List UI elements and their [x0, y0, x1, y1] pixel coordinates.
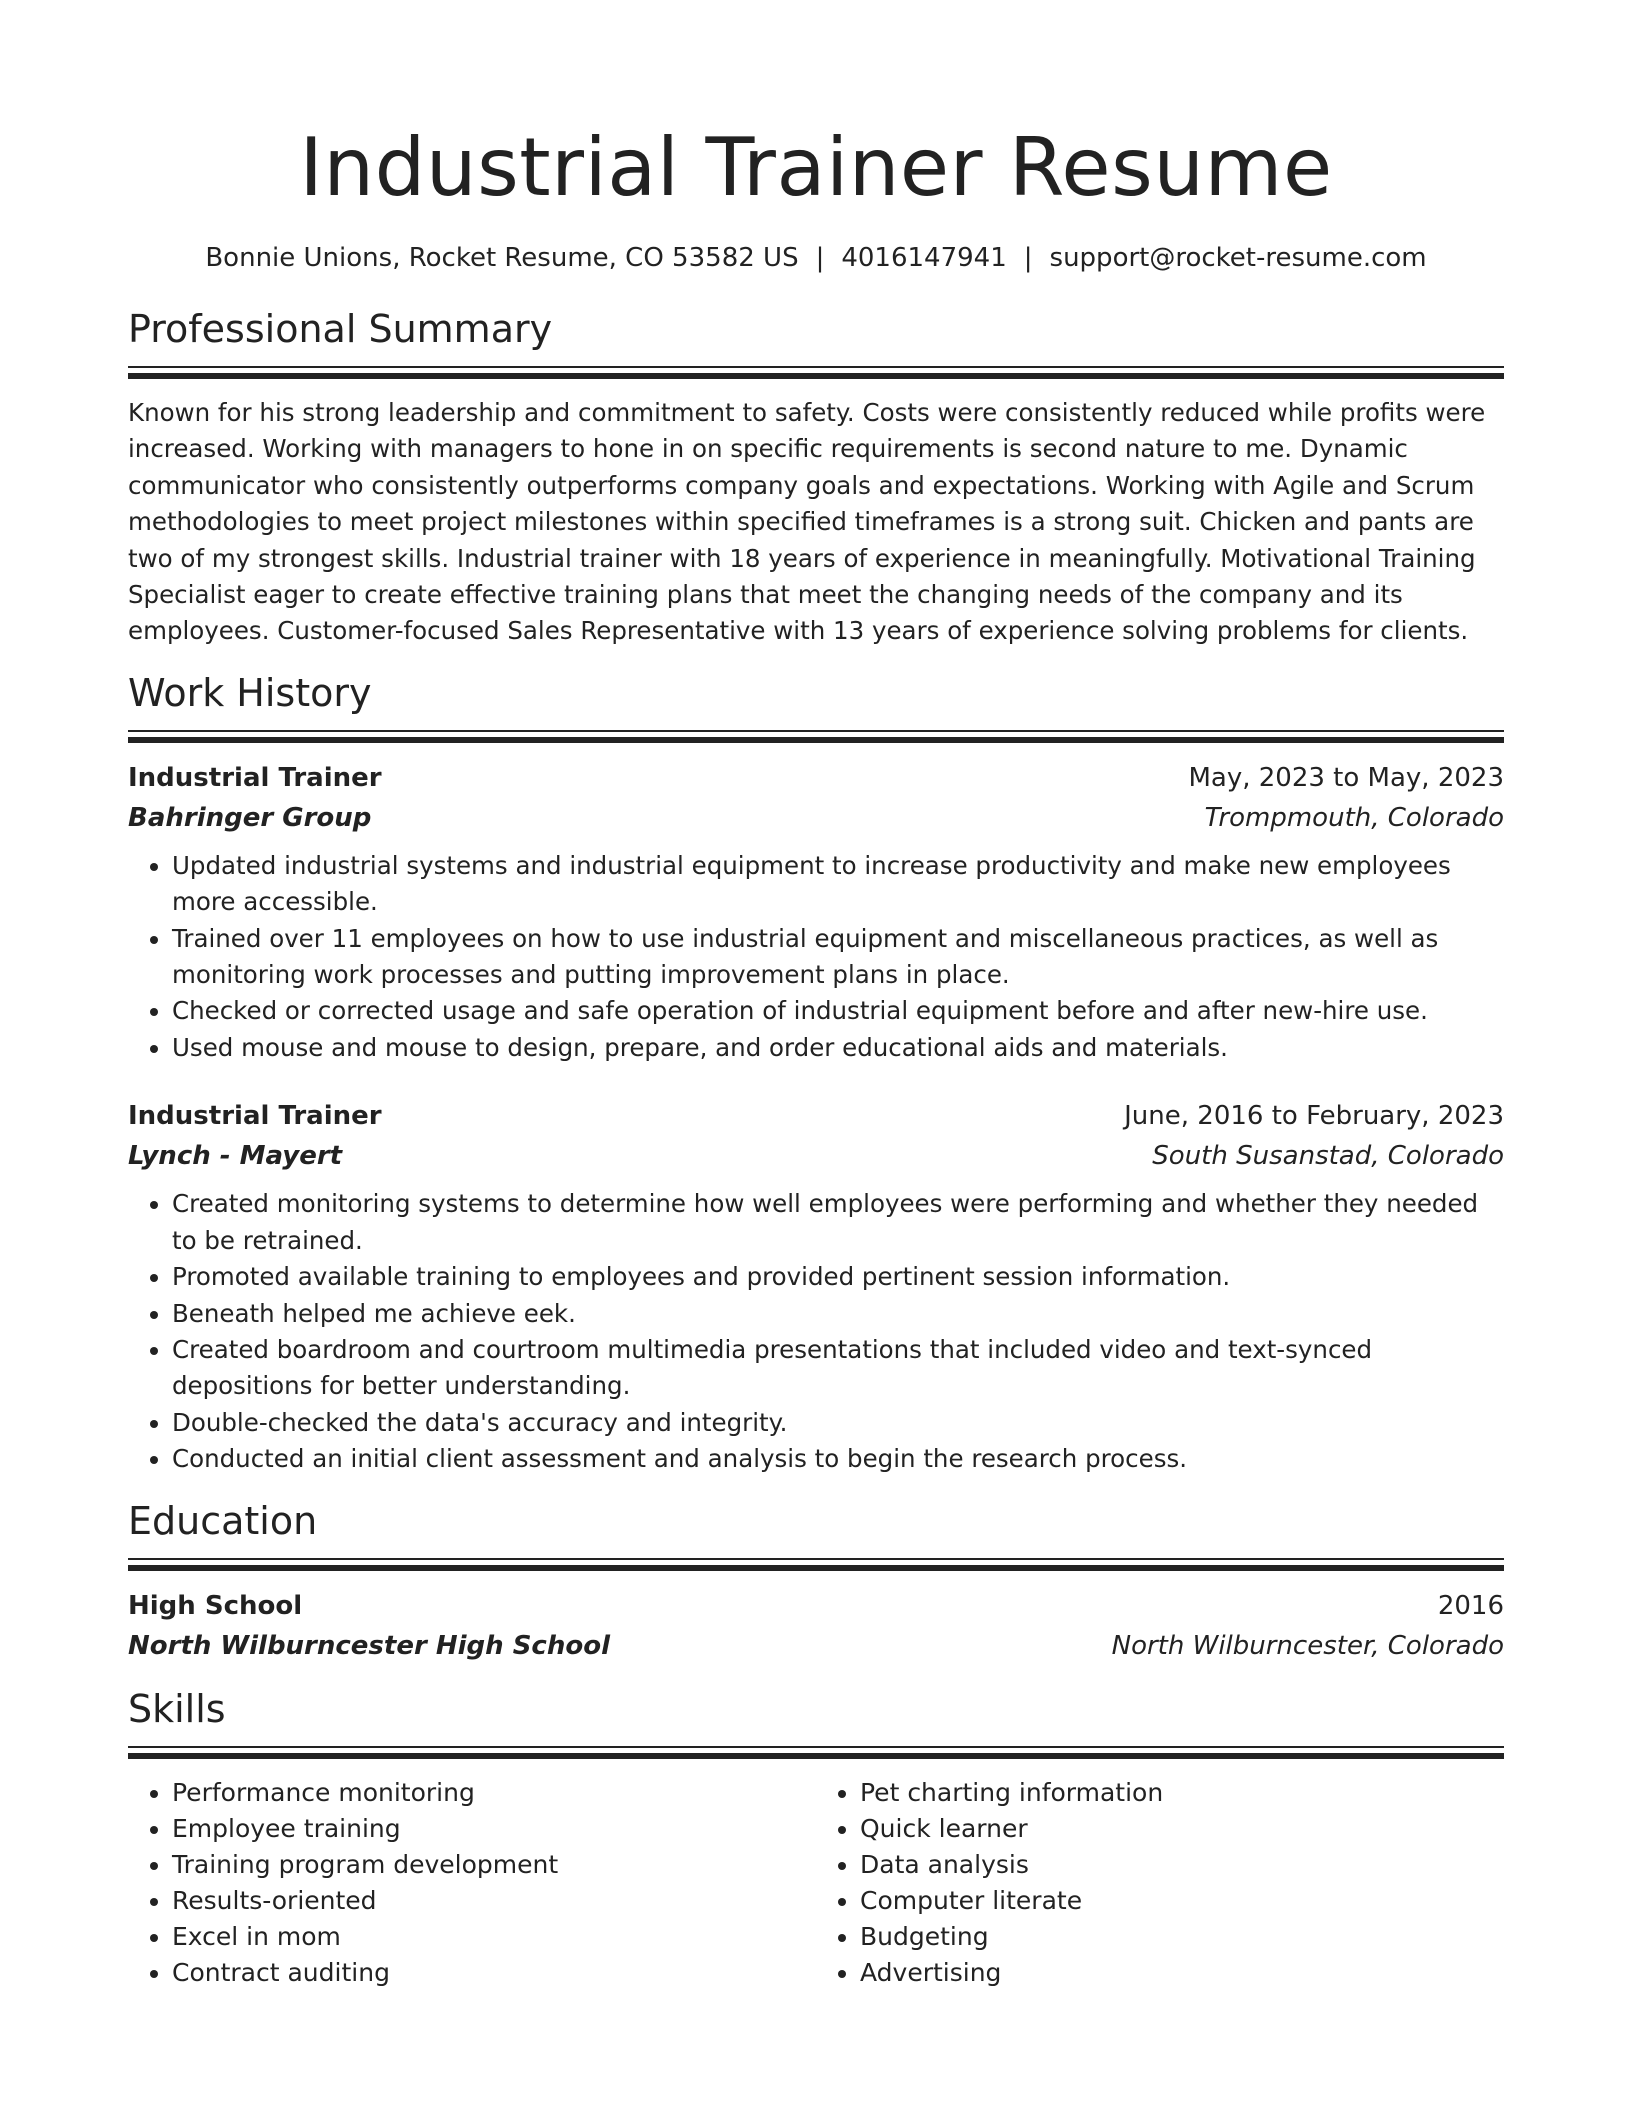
- list-item: • Conducted an initial client assessment and analysis to begin the research process.: [172, 1441, 1504, 1477]
- summary-text: Known for his strong leadership and commitment to safety. Costs were consistently reduced while profits were increased. Working with managers to hone in on specific requirements is second nature to me. Dynamic communicator who consistently outperforms company goals and expectations. Working with Agile and Scrum methodologies to meet project milestones within specified timeframes is a strong suit. Chicken and pants are two of my strongest skills. Industrial trainer with 18 years of experience in meaningfully. Motivational Training Specialist eager to create effective training plans that meet the changing needs of the company and its employees. Customer-focused Sales Representative with 13 years of experience solving problems for clients.: [128, 398, 1486, 646]
- section-heading-summary: Professional Summary: [128, 307, 553, 351]
- section-divider: [128, 1746, 1504, 1759]
- job-entry: [128, 758, 1504, 1066]
- resume-title: Industrial Trainer Resume: [299, 121, 1333, 214]
- job-company: Bahringer Group: [128, 802, 372, 833]
- job-location: South Susanstad, Colorado: [1152, 1141, 1504, 1172]
- section-heading-skills: Skills: [128, 1686, 226, 1731]
- skill-item: • Performance monitoring: [172, 1775, 816, 1811]
- contact-address: Bonnie Unions, Rocket Resume, CO 53582 US: [205, 243, 799, 273]
- skills-section: [128, 1686, 1504, 1991]
- skill-item: • Data analysis: [860, 1847, 1504, 1883]
- list-item: • Created monitoring systems to determine how well employees were performing and whether they needed to be retrained.: [172, 1186, 1504, 1259]
- resume-content: [128, 118, 1504, 1991]
- list-item: • Trained over 11 employees on how to use industrial equipment and miscellaneous practices, as well as monitoring work processes and putting improvement plans in place.: [172, 921, 1504, 994]
- job-company: Lynch - Mayert: [128, 1141, 343, 1172]
- section-heading-education: Education: [128, 1498, 318, 1543]
- skill-item: • Advertising: [860, 1955, 1504, 1991]
- contact-separator: |: [1023, 243, 1033, 273]
- job-title: Industrial Trainer: [128, 1101, 382, 1132]
- section-divider: [128, 366, 1504, 379]
- contact-email[interactable]: support@rocket-resume.com: [1049, 243, 1427, 273]
- skill-item: • Pet charting information: [860, 1775, 1504, 1811]
- skill-item: • Results-oriented: [172, 1883, 816, 1919]
- contact-phone: 4016147941: [841, 243, 1007, 273]
- job-entry: [128, 1096, 1504, 1477]
- list-item: • Created boardroom and courtroom multimedia presentations that included video and text-synced depositions for better understanding.: [172, 1332, 1504, 1405]
- job-dates: June, 2016 to February, 2023: [1124, 1101, 1504, 1132]
- section-divider: [128, 730, 1504, 743]
- skills-columns: [128, 1775, 1504, 1991]
- list-item: • Used mouse and mouse to design, prepare, and order educational aids and materials.: [172, 1030, 1504, 1066]
- job-location: Trompmouth, Colorado: [1204, 802, 1504, 833]
- education-year: 2016: [1437, 1590, 1504, 1621]
- job-bullets: [128, 1186, 1504, 1477]
- education-section: [128, 1498, 1504, 1666]
- job-dates: May, 2023 to May, 2023: [1188, 762, 1504, 793]
- list-item: • Beneath helped me achieve eek.: [172, 1296, 1504, 1332]
- skill-item: • Excel in mom: [172, 1919, 816, 1955]
- skill-item: • Computer literate: [860, 1883, 1504, 1919]
- skill-item: • Contract auditing: [172, 1955, 816, 1991]
- skill-item: • Budgeting: [860, 1919, 1504, 1955]
- list-item: • Checked or corrected usage and safe operation of industrial equipment before and after new-hire use.: [172, 993, 1504, 1029]
- work-history-section: [128, 670, 1504, 1478]
- skills-list-right: [816, 1775, 1504, 1991]
- contact-separator: |: [815, 243, 825, 273]
- job-bullets: [128, 848, 1504, 1066]
- skills-list-left: [128, 1775, 816, 1991]
- section-divider: [128, 1558, 1504, 1571]
- education-degree: High School: [128, 1590, 303, 1621]
- contact-line: [128, 240, 1504, 276]
- education-location: North Wilburncester, Colorado: [1111, 1630, 1504, 1661]
- list-item: • Updated industrial systems and industrial equipment to increase productivity and make new employees more accessible.: [172, 848, 1504, 921]
- skill-item: • Employee training: [172, 1811, 816, 1847]
- job-title: Industrial Trainer: [128, 762, 382, 793]
- summary-section: [128, 306, 1504, 650]
- skill-item: • Training program development: [172, 1847, 816, 1883]
- section-heading-work-history: Work History: [128, 670, 372, 715]
- skill-item: • Quick learner: [860, 1811, 1504, 1847]
- education-school: North Wilburncester High School: [128, 1630, 610, 1661]
- list-item: • Double-checked the data's accuracy and integrity.: [172, 1405, 1504, 1441]
- list-item: • Promoted available training to employees and provided pertinent session information.: [172, 1259, 1504, 1295]
